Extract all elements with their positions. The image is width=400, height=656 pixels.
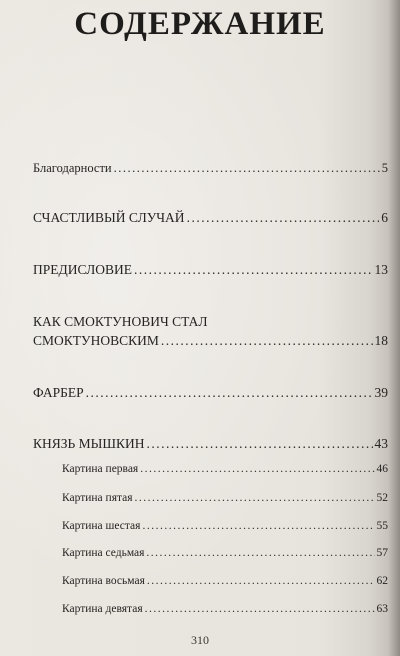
toc-entry-farber (33, 385, 388, 401)
toc-entry-label: СМОКТУНОВСКИМ (33, 333, 159, 348)
toc-leader-dots (114, 161, 380, 176)
toc-entry-page: 57 (376, 547, 388, 559)
toc-entry-label-line1: КАК СМОКТУНОВИЧ СТАЛ (33, 314, 208, 329)
toc-entry-page: 6 (381, 210, 388, 225)
toc-leader-dots (142, 520, 374, 532)
toc-leader-dots (140, 463, 374, 475)
toc-leader-dots (147, 436, 373, 452)
toc-leader-dots (146, 547, 374, 559)
toc-entry-page: 13 (374, 262, 388, 277)
toc-entry-label: Картина восьмая (62, 575, 145, 587)
toc-leader-dots (145, 603, 375, 615)
toc-subentry-scene-7 (62, 547, 388, 559)
toc-entry-page: 18 (374, 333, 388, 348)
toc-entry-label: КНЯЗЬ МЫШКИН (33, 436, 145, 451)
toc-leader-dots (134, 262, 372, 278)
toc-entry-page: 39 (374, 385, 388, 400)
toc-leader-dots (86, 385, 373, 401)
toc-entry-happy-accident (33, 210, 388, 226)
toc-entry-smoktunovsky (33, 333, 388, 349)
toc-entry-page: 62 (376, 575, 388, 587)
toc-entry-label: Благодарности (33, 161, 112, 175)
toc-leader-dots (161, 333, 373, 349)
toc-subentry-scene-6 (62, 520, 388, 532)
toc-entry-page: 55 (376, 520, 388, 532)
toc-entry-label: Картина шестая (62, 520, 141, 532)
toc-leader-dots (147, 575, 375, 587)
page-title: СОДЕРЖАНИЕ (74, 6, 326, 42)
toc-leader-dots (135, 492, 375, 504)
toc-entry-label: Картина пятая (62, 492, 133, 504)
toc-entry-label: Картина первая (62, 463, 139, 475)
toc-entry-acknowledgements (33, 161, 388, 176)
toc-subentry-scene-9 (62, 603, 388, 615)
toc-subentry-scene-5 (62, 492, 388, 504)
toc-entry-preface (33, 262, 388, 278)
toc-entry-label: ФАРБЕР (33, 385, 84, 400)
toc-leader-dots (187, 210, 380, 226)
toc-entry-prince-myshkin (33, 436, 388, 452)
toc-entry-page: 52 (376, 492, 388, 504)
toc-entry-label: Картина седьмая (62, 547, 145, 559)
page-number: 310 (191, 633, 209, 647)
toc-entry-label: ПРЕДИСЛОВИЕ (33, 262, 133, 277)
toc-entry-page: 63 (376, 603, 388, 615)
toc-entry-label: СЧАСТЛИВЫЙ СЛУЧАЙ (33, 210, 185, 225)
toc-entry-label: Картина девятая (62, 603, 143, 615)
toc-subentry-scene-8 (62, 575, 388, 587)
toc-entry-page: 46 (376, 463, 388, 475)
toc-subentry-scene-1 (62, 463, 388, 475)
toc-entry-page: 5 (381, 161, 388, 175)
toc-entry-page: 43 (374, 436, 388, 451)
